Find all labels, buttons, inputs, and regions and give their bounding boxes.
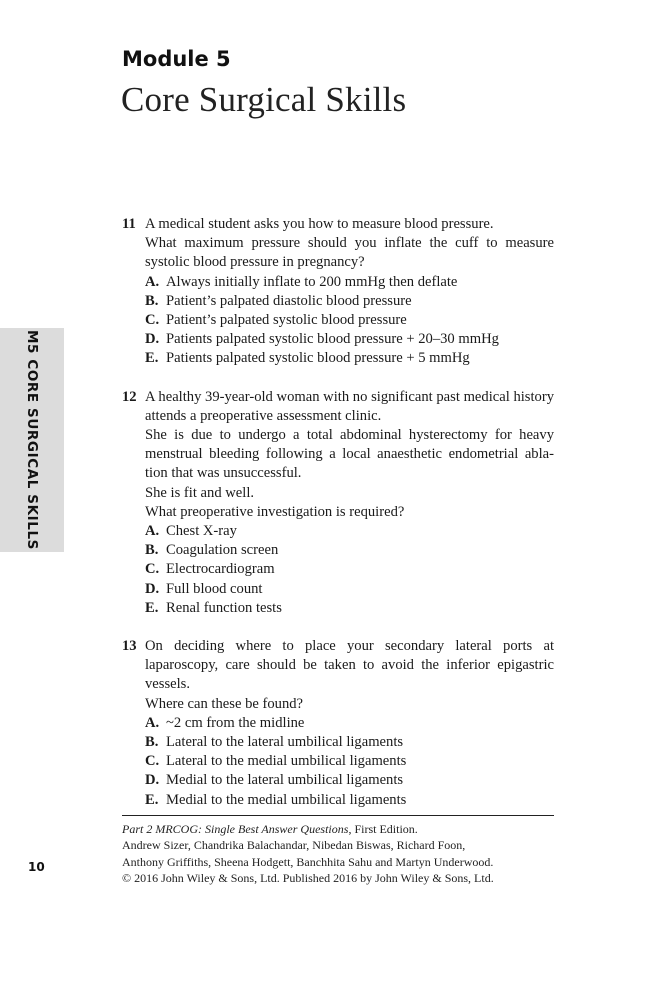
footer-copyright: © 2016 John Wiley & Sons, Ltd. Published 2016 by John Wiley & Sons, Ltd. bbox=[122, 870, 494, 885]
question-stem: What preoperative investigation is required? bbox=[145, 503, 405, 520]
option-c bbox=[145, 752, 554, 771]
option-letter: A. bbox=[145, 273, 160, 290]
question-stem: A healthy 39-year-old woman with no significant past medical history attends a preoperative assessment clinic. bbox=[145, 388, 554, 424]
option-a bbox=[145, 273, 554, 292]
option-letter: C. bbox=[145, 312, 160, 329]
option-text: ~2 cm from the midline bbox=[166, 714, 305, 731]
option-text: Electrocardiogram bbox=[166, 561, 275, 578]
question-11 bbox=[122, 215, 554, 369]
option-d bbox=[145, 330, 554, 349]
option-b bbox=[145, 541, 554, 560]
question-12 bbox=[122, 388, 554, 618]
option-letter: D. bbox=[145, 772, 160, 789]
option-text: Patients palpated systolic blood pressure + 20–30 mmHg bbox=[166, 331, 499, 348]
option-letter: C. bbox=[145, 561, 160, 578]
option-e bbox=[145, 791, 554, 810]
option-list bbox=[145, 273, 554, 369]
question-number: 13 bbox=[122, 638, 137, 655]
option-text: Patients palpated systolic blood pressure + 5 mmHg bbox=[166, 350, 470, 367]
option-d bbox=[145, 771, 554, 790]
page-title: Core Surgical Skills bbox=[121, 80, 407, 119]
option-text: Patient’s palpated systolic blood pressure bbox=[166, 312, 407, 329]
question-stem: She is due to undergo a total abdominal hysterectomy for heavy menstrual bleeding following a local anaesthetic endometrial abla-tion that was unsuccessful. bbox=[145, 427, 554, 482]
option-letter: E. bbox=[145, 599, 159, 616]
book-title: Part 2 MRCOG: Single Best Answer Questions bbox=[122, 822, 349, 836]
option-letter: C. bbox=[145, 753, 160, 770]
question-stem: A medical student asks you how to measure blood pressure. bbox=[145, 216, 494, 232]
option-text: Renal function tests bbox=[166, 599, 282, 616]
page-number: 10 bbox=[28, 860, 45, 874]
question-stem: Where can these be found? bbox=[145, 695, 304, 712]
question-stem: On deciding where to place your secondary lateral ports at laparoscopy, care should be taken to avoid the inferior epigastric vessels. bbox=[145, 638, 554, 693]
option-text: Lateral to the lateral umbilical ligaments bbox=[166, 734, 404, 751]
option-list bbox=[145, 714, 554, 810]
option-text: Lateral to the medial umbilical ligaments bbox=[166, 753, 407, 770]
option-letter: B. bbox=[145, 542, 159, 559]
option-c bbox=[145, 560, 554, 579]
option-letter: A. bbox=[145, 523, 160, 540]
option-letter: D. bbox=[145, 580, 160, 597]
option-c bbox=[145, 311, 554, 330]
question-number: 12 bbox=[122, 388, 137, 405]
option-b bbox=[145, 733, 554, 752]
footer-rule bbox=[122, 815, 554, 816]
option-letter: E. bbox=[145, 350, 159, 367]
option-list bbox=[145, 522, 554, 618]
question-stem: What maximum pressure should you inflate the cuff to measure systolic blood pressure in pregnancy? bbox=[145, 235, 554, 271]
section-side-tab bbox=[0, 328, 64, 552]
option-text: Chest X-ray bbox=[166, 523, 237, 540]
side-tab-label: M5 CORE SURGICAL SKILLS bbox=[24, 329, 40, 551]
option-text: Coagulation screen bbox=[166, 542, 279, 559]
footer-authors-line-2: Anthony Griffiths, Sheena Hodgett, Banchhita Sahu and Martyn Underwood. bbox=[122, 854, 494, 869]
option-text: Medial to the lateral umbilical ligaments bbox=[166, 772, 404, 789]
book-edition: , First Edition. bbox=[348, 822, 418, 836]
question-number: 11 bbox=[122, 216, 136, 232]
option-letter: E. bbox=[145, 791, 159, 808]
option-e bbox=[145, 349, 554, 368]
option-b bbox=[145, 292, 554, 311]
option-a bbox=[145, 522, 554, 541]
option-e bbox=[145, 599, 554, 618]
footer-title-line bbox=[122, 821, 562, 837]
option-text: Full blood count bbox=[166, 580, 263, 597]
option-letter: A. bbox=[145, 714, 160, 731]
footer-citation bbox=[122, 821, 562, 886]
option-letter: B. bbox=[145, 734, 159, 751]
question-stem: She is fit and well. bbox=[145, 484, 255, 501]
option-letter: D. bbox=[145, 331, 160, 348]
option-text: Always initially inflate to 200 mmHg then deflate bbox=[166, 273, 458, 290]
question-list bbox=[122, 215, 554, 829]
footer-authors-line-1: Andrew Sizer, Chandrika Balachandar, Nibedan Biswas, Richard Foon, bbox=[122, 838, 466, 853]
module-label: Module 5 bbox=[122, 47, 231, 71]
option-text: Patient’s palpated diastolic blood pressure bbox=[166, 292, 412, 309]
option-text: Medial to the medial umbilical ligaments bbox=[166, 791, 407, 808]
question-13 bbox=[122, 637, 554, 810]
option-d bbox=[145, 580, 554, 599]
option-a bbox=[145, 714, 554, 733]
option-letter: B. bbox=[145, 292, 159, 309]
